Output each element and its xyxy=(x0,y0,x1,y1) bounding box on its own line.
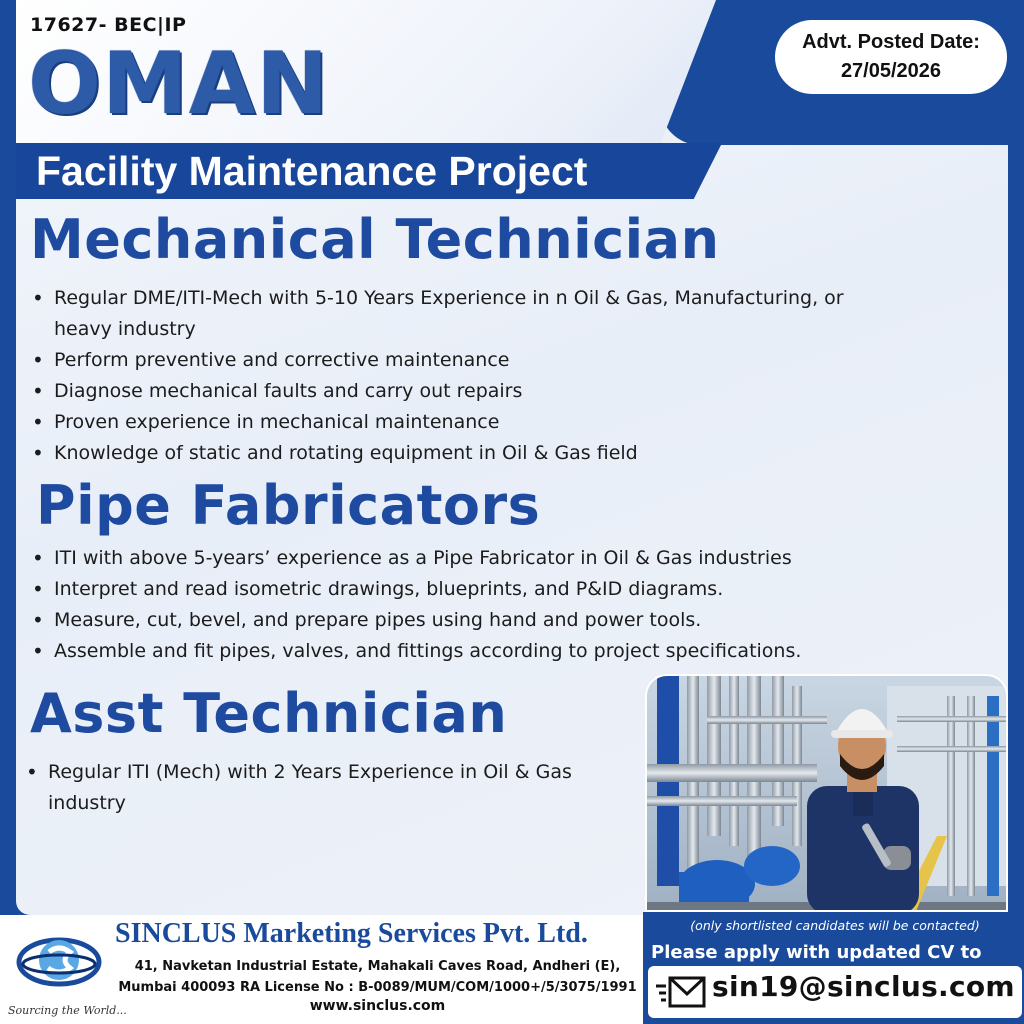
company-address xyxy=(115,956,640,998)
shortlist-note: (only shortlisted candidates will be contacted) xyxy=(690,918,980,933)
job-title-pipe-fabricators: Pipe Fabricators xyxy=(36,474,541,537)
list-item: • Proven experience in mechanical maintenance xyxy=(30,407,900,438)
list-item: • Knowledge of static and rotating equipment in Oil & Gas field xyxy=(30,438,900,469)
job-requirements-mechanical-technician xyxy=(30,283,900,469)
job-requirements-asst-technician xyxy=(24,757,624,819)
country-heading: OMAN xyxy=(28,34,330,134)
address-line-2: Mumbai 400093 RA License No : B-0089/MUM/COM/1000+/5/3075/1991 xyxy=(118,980,637,995)
posted-date-label: Advt. Posted Date: xyxy=(802,31,980,53)
envelope-icon xyxy=(656,974,706,1012)
project-title: Facility Maintenance Project xyxy=(36,148,588,194)
list-item: • Diagnose mechanical faults and carry out repairs xyxy=(30,376,900,407)
company-name: SINCLUS Marketing Services Pvt. Ltd. xyxy=(115,918,588,949)
posted-date-value: 27/05/2026 xyxy=(840,60,942,82)
list-item: • Regular DME/ITI-Mech with 5-10 Years Experience in n Oil & Gas, Manufacturing, or heavy industry xyxy=(30,283,900,345)
reference-code: 17627- BEC|IP xyxy=(30,14,187,36)
job-title-mechanical-technician: Mechanical Technician xyxy=(30,208,720,271)
contact-email-link[interactable]: sin19@sinclus.com xyxy=(712,970,1015,1003)
plant-illustration xyxy=(647,676,1008,912)
apply-instruction: Please apply with updated CV to xyxy=(651,942,982,963)
job-requirements-pipe-fabricators xyxy=(30,543,910,667)
list-item: • Measure, cut, bevel, and prepare pipes using hand and power tools. xyxy=(30,605,910,636)
list-item: • Assemble and fit pipes, valves, and fittings according to project specifications. xyxy=(30,636,910,667)
list-item: • Perform preventive and corrective maintenance xyxy=(30,345,900,376)
job-title-asst-technician: Asst Technician xyxy=(30,682,508,745)
technician-photo xyxy=(645,674,1008,912)
list-item: • Regular ITI (Mech) with 2 Years Experience in Oil & Gas industry xyxy=(24,757,624,819)
sinclus-logo xyxy=(14,920,104,1000)
posted-date-badge xyxy=(775,20,1007,94)
address-line-1: 41, Navketan Industrial Estate, Mahakali Caves Road, Andheri (E), xyxy=(134,959,621,974)
list-item: • Interpret and read isometric drawings, blueprints, and P&ID diagrams. xyxy=(30,574,910,605)
list-item: • ITI with above 5-years’ experience as a Pipe Fabricator in Oil & Gas industries xyxy=(30,543,910,574)
company-website[interactable]: www.sinclus.com xyxy=(309,998,446,1014)
company-tagline: Sourcing the World... xyxy=(8,1004,127,1017)
